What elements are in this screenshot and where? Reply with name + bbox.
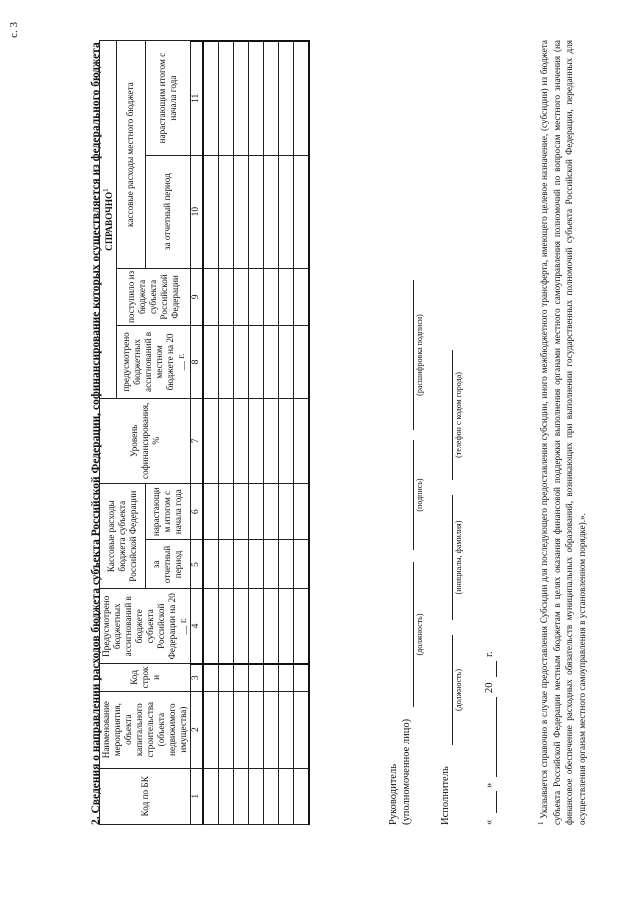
executor-name-line — [440, 495, 453, 620]
col-number: 5 — [191, 540, 204, 589]
col-number: 7 — [191, 398, 204, 483]
footnote-mark: 1 — [102, 188, 110, 192]
header-group-kassa-local: кассовые расходы местного бюджета — [117, 41, 146, 268]
header-local-period: за отчетный период — [145, 155, 190, 268]
head-signature-line — [401, 440, 414, 550]
col-number: 9 — [191, 268, 204, 326]
head-label: Руководитель — [388, 764, 399, 825]
date-year-line — [484, 661, 497, 677]
header-received-region: поступило из бюджета субъекта Российской Федерации — [117, 268, 191, 326]
header-group-kassa-region: Кассовые расходы бюджета субъекта Российской Федерации — [100, 483, 146, 589]
head-decoding-line — [401, 280, 414, 430]
col-number: 1 — [191, 768, 204, 824]
date-day-line — [484, 791, 497, 813]
footnote-text: Указывается справочно в случае предоставления Субсидии для последующего предоставления субсидии, иного межбюджетного трансферта, имеющего целевое назначение, (субсидии) из бюджета субъекта Российской Федерации местным бюджетам в целях оказания финансовой поддержки выполнения органами местного самоуправления полномочий по вопросам местного значения (на финансовое обеспечение расходных обязательств муниципальных образований, возникающих при выполнении государственных полномочий субъекта Российской Федерации, переданных для осуществления органам местного самоуправления в установленном порядке).». — [539, 40, 587, 825]
section-title: 2. Сведения о направлении расходов бюджета субъекта Российской Федерации, софинансирование которых осуществляется из федерального бюджета — [90, 42, 102, 825]
date-close-quote: » — [484, 782, 495, 788]
expenses-table — [99, 40, 310, 825]
caption-position: (должность) — [415, 613, 424, 656]
header-group-spravochno: СПРАВОЧНО$^1$ — [100, 41, 117, 398]
executor-phone-line — [440, 350, 453, 480]
header-region-period: за отчетный период — [145, 540, 190, 589]
table-row — [264, 41, 279, 825]
executor-label: Исполнитель — [440, 766, 451, 825]
head-sublabel: (уполномоченное лицо) — [401, 718, 412, 825]
table-row — [279, 41, 294, 825]
header-planned-region: Предусмотрено бюджетных ассигнований в бюджете субъекта Российской Федерации на 20 __ г. — [100, 589, 191, 664]
header-region-cumulative: нарастающим итогом с начала года — [145, 483, 190, 540]
caption-phone: (телефон с кодом города) — [454, 372, 463, 458]
col-number: 6 — [191, 483, 204, 540]
date-month-line — [484, 697, 497, 777]
header-cofinancing-level: Уровень софинансирования, % — [100, 398, 191, 483]
col-number: 10 — [191, 155, 204, 268]
page-number: с. 3 — [8, 22, 20, 38]
col-number: 11 — [191, 41, 204, 155]
header-planned-local: предусмотрено бюджетных ассигнований в местном бюджете на 20 __ г. — [117, 326, 191, 398]
table-row — [219, 41, 234, 825]
footnote — [535, 40, 588, 825]
header-row-code: Код строки — [100, 664, 191, 692]
caption-executor-position: (должность) — [454, 669, 463, 711]
table-row — [294, 41, 310, 825]
caption-decoding: (расшифровка подписи) — [415, 314, 424, 396]
date-year-prefix: 20 — [484, 682, 495, 693]
header-name: Наименование мероприятия, объекта капитального строительства (объекта недвижимого имущества) — [100, 691, 191, 768]
table-row — [203, 41, 219, 825]
table-row — [249, 41, 264, 825]
caption-initials: (инициалы, фамилия) — [454, 520, 463, 595]
executor-position-line — [440, 635, 453, 745]
date-year-suffix: г. — [484, 651, 495, 657]
header-code-bk: Код по БК — [100, 768, 191, 824]
header-local-cumulative: нарастающим итогом с начала года — [145, 41, 190, 155]
col-number: 4 — [191, 589, 204, 664]
caption-signature: (подпись) — [415, 478, 424, 512]
head-position-line — [401, 562, 414, 707]
footnote-number: 1 — [537, 821, 545, 825]
col-number: 8 — [191, 326, 204, 398]
col-number: 2 — [191, 691, 204, 768]
date-open-quote: « — [484, 819, 495, 825]
table-row — [234, 41, 249, 825]
col-number: 3 — [191, 664, 204, 692]
